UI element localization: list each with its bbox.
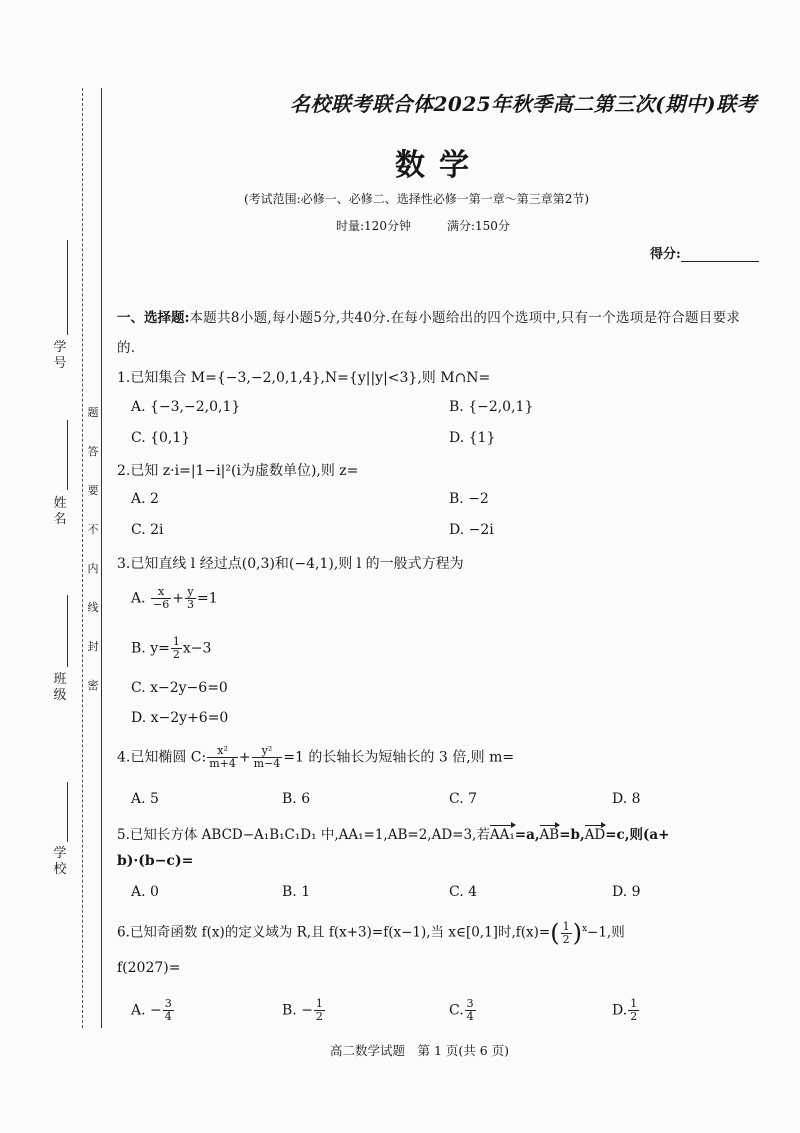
q6-stem-line1: 6.已知奇函数 f(x)的定义域为 R,且 f(x+3)=f(x−1),当 x∈[0,1]时,f(x)=( $\frac{1}{2}$ )$^x$−1,则 bbox=[117, 919, 625, 947]
q6-option-c: C. $\frac{3}{4}$ bbox=[449, 997, 474, 1023]
fraction: $\frac{x}{-6}$ bbox=[153, 585, 170, 611]
q2-option-b: B. −2 bbox=[449, 491, 489, 507]
vector-ad: AD bbox=[584, 827, 606, 843]
school-label: 学校 bbox=[53, 846, 67, 877]
q6-option-a: A. − $\frac{3}{4}$ bbox=[131, 997, 172, 1023]
seal-warning-char: 题 bbox=[87, 406, 99, 419]
q5-option-b: B. 1 bbox=[282, 884, 311, 900]
fraction: $\frac{y}{3}$ bbox=[186, 585, 194, 611]
seal-warning-char: 不 bbox=[87, 523, 99, 536]
q6-option-b: B. − $\frac{1}{2}$ bbox=[282, 997, 323, 1023]
fraction: $\frac{\text{y²}}{m-4}$ bbox=[253, 744, 281, 770]
q2-option-a: A. 2 bbox=[131, 491, 159, 507]
section-one bbox=[117, 303, 757, 363]
name-blank[interactable] bbox=[67, 420, 68, 490]
q5-option-d: D. 9 bbox=[612, 884, 641, 900]
q1-option-d: D. {1} bbox=[449, 430, 496, 446]
exam-scope: (考试范围:必修一、必修二、选择性必修一第一章～第三章第2节) bbox=[244, 192, 590, 206]
seal-warning-char: 答 bbox=[87, 445, 99, 458]
score-label: 得分: bbox=[650, 247, 681, 262]
q2-option-c: C. 2i bbox=[131, 522, 164, 538]
fraction: $\frac{1}{2}$ bbox=[630, 997, 638, 1023]
q1-stem: 1.已知集合 M={−3,−2,0,1,4},N={y||y|<3},则 M∩N= bbox=[117, 370, 491, 386]
q3-option-a: A. $\frac{x}{-6}$ + $\frac{y}{3}$ =1 bbox=[131, 585, 218, 611]
fraction: $\frac{1}{2}$ bbox=[315, 997, 323, 1023]
q3-option-b: B. y= $\frac{1}{2}$ x−3 bbox=[131, 635, 212, 661]
exam-title: 名校联考联合体2025年秋季高二第三次(期中)联考 bbox=[290, 92, 758, 116]
seal-warning-char: 密 bbox=[87, 679, 99, 692]
student-id-blank[interactable] bbox=[67, 240, 68, 335]
page-footer: 高二数学试题 第 1 页(共 6 页) bbox=[330, 1043, 510, 1058]
time-and-score-info: 时量:120分钟 满分:150分 bbox=[336, 219, 510, 233]
q3-stem: 3.已知直线 l 经过点(0,3)和(−4,1),则 l 的一般式方程为 bbox=[117, 556, 464, 572]
fraction: $\frac{1}{2}$ bbox=[172, 635, 180, 661]
vector-ab: AB bbox=[539, 827, 560, 843]
binding-line-dashed bbox=[82, 88, 83, 1028]
vector-aa1: AA₁ bbox=[489, 827, 515, 843]
q5-option-a: A. 0 bbox=[131, 884, 159, 900]
fraction: $\frac{1}{2}$ bbox=[562, 919, 570, 946]
q6-option-d: D. $\frac{1}{2}$ bbox=[612, 997, 638, 1023]
q3-option-d: D. x−2y+6=0 bbox=[131, 710, 229, 726]
q5-stem-line1: 5.已知长方体 ABCD−A₁B₁C₁D₁ 中,AA₁=1,AB=2,AD=3,若AA₁=a,AB=b,AD=c,则(a+ bbox=[117, 827, 670, 843]
q5-option-c: C. 4 bbox=[449, 884, 478, 900]
q4-option-d: D. 8 bbox=[612, 791, 641, 807]
q1-option-c: C. {0,1} bbox=[131, 430, 191, 446]
section-intro: 本题共8小题,每小题5分,共40分.在每小题给出的四个选项中,只有一个选项是符合题目要求的. bbox=[117, 310, 741, 356]
seal-warning-char: 封 bbox=[87, 640, 99, 653]
binding-line-solid bbox=[101, 88, 102, 1028]
q2-stem: 2.已知 z·i=|1−i|²(i为虚数单位),则 z= bbox=[117, 463, 359, 479]
section-heading: 一、选择题: bbox=[117, 310, 190, 326]
seal-warning-char: 要 bbox=[87, 484, 99, 497]
class-label: 班级 bbox=[53, 672, 67, 703]
fraction: $\frac{3}{4}$ bbox=[164, 997, 172, 1023]
seal-warning-char: 线 bbox=[87, 601, 99, 614]
q1-option-a: A. {−3,−2,0,1} bbox=[131, 399, 241, 415]
score-box bbox=[650, 243, 759, 262]
q4-stem: 4.已知椭圆 C: $\frac{\text{x²}}{m+4}$ + $\frac{\text{y²}}{m-4}$ =1 的长轴长为短轴长的 3 倍,则 m= bbox=[117, 744, 515, 770]
q4-option-b: B. 6 bbox=[282, 791, 311, 807]
q1-option-b: B. {−2,0,1} bbox=[449, 399, 534, 415]
q6-stem-line2: f(2027)= bbox=[117, 960, 181, 976]
q4-option-c: C. 7 bbox=[449, 791, 478, 807]
q4-option-a: A. 5 bbox=[131, 791, 159, 807]
seal-warning-char: 内 bbox=[87, 562, 99, 575]
class-blank[interactable] bbox=[67, 595, 68, 667]
name-label: 姓名 bbox=[53, 496, 67, 527]
fraction: $\frac{\text{x²}}{m+4}$ bbox=[209, 744, 236, 770]
q2-option-d: D. −2i bbox=[449, 522, 494, 538]
fraction: $\frac{3}{4}$ bbox=[466, 997, 474, 1023]
student-id-label: 学号 bbox=[53, 340, 67, 371]
subject-title: 数学 bbox=[395, 148, 483, 183]
score-blank[interactable] bbox=[681, 247, 759, 262]
q3-option-c: C. x−2y−6=0 bbox=[131, 680, 228, 696]
school-blank[interactable] bbox=[67, 782, 68, 842]
q5-stem-line2: b)·(b−c)= bbox=[117, 853, 194, 869]
